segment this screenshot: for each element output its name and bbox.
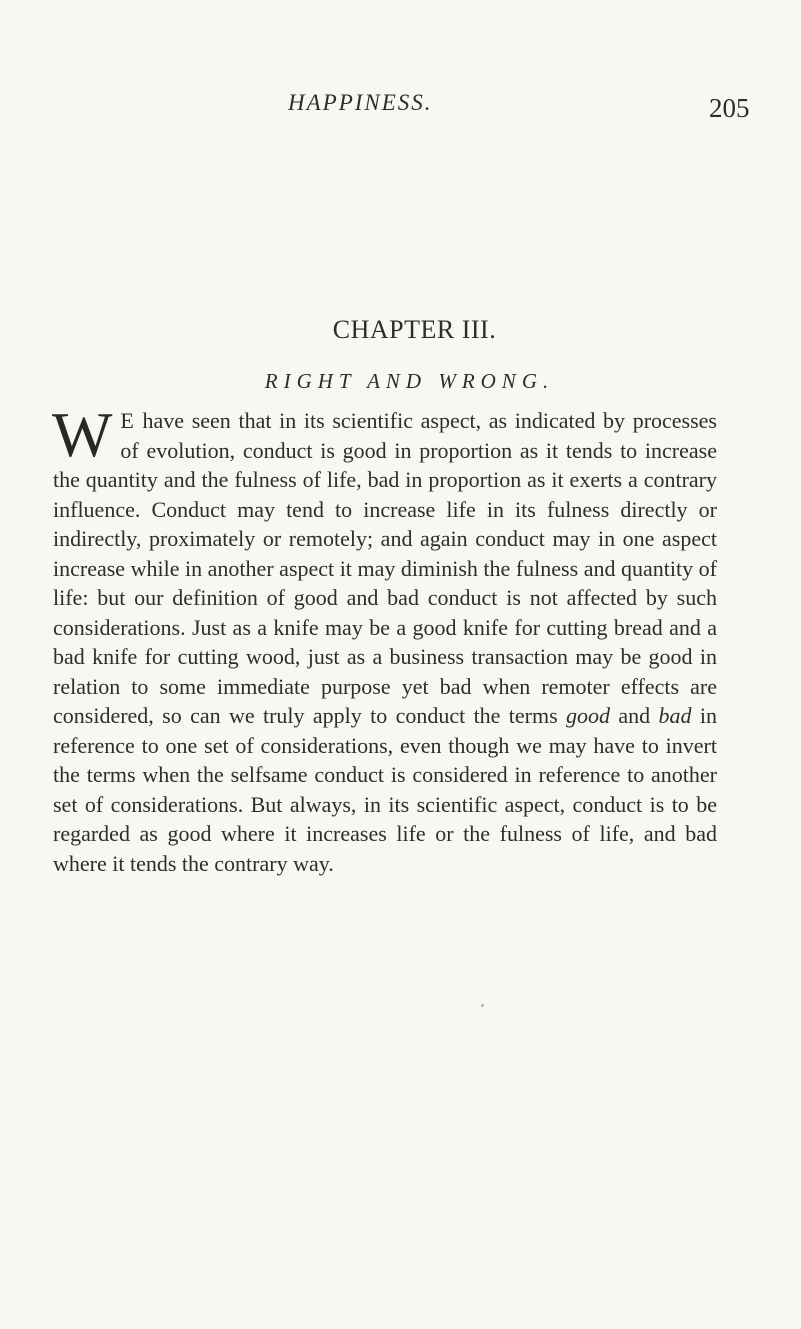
running-head: [0, 72, 801, 122]
running-title: HAPPINESS.: [288, 90, 433, 115]
paragraph-text-3: in reference to one set of considerations, even though we may have to invert the terms when the selfsame conduct is considered in reference to another set of considerations. But always, in its scientific aspect, conduct is to be regarded as good where it increases life or the fulness of life, and bad where it tends the contrary way.: [53, 703, 717, 876]
chapter-number: CHAPTER III.: [332, 315, 497, 344]
body-text: [52, 399, 717, 878]
page-number: 205: [709, 93, 750, 123]
paragraph-text-2: and: [610, 703, 659, 728]
italic-term-good: good: [566, 703, 611, 728]
paragraph-text-1: have seen that in its scientific aspect, as indicated by processes of evolution, conduct is good in proportion as it tends to increase the quantity and the fulness of life, bad in proportion as it exerts a contrary influence. Conduct may tend to increase life in its fulness directly or indirectly, proximately or remotely; and again conduct may in one aspect increase while in another aspect it may diminish the fulness and quantity of life: but our definition of good and bad conduct is not affected by such considerations. Just as a knife may be a good knife for cutting bread and a bad knife for cutting wood, just as a business transaction may be good in relation to some immediate purpose yet bad when remoter effects are considered, so can we truly apply to conduct the terms: [53, 408, 717, 728]
lead-word: E: [120, 408, 135, 433]
italic-term-bad: bad: [658, 703, 692, 728]
drop-cap: W: [52, 399, 113, 470]
chapter-title: RIGHT AND WRONG.: [264, 369, 555, 393]
ink-speck: [481, 1004, 484, 1007]
paragraph: [52, 399, 717, 878]
